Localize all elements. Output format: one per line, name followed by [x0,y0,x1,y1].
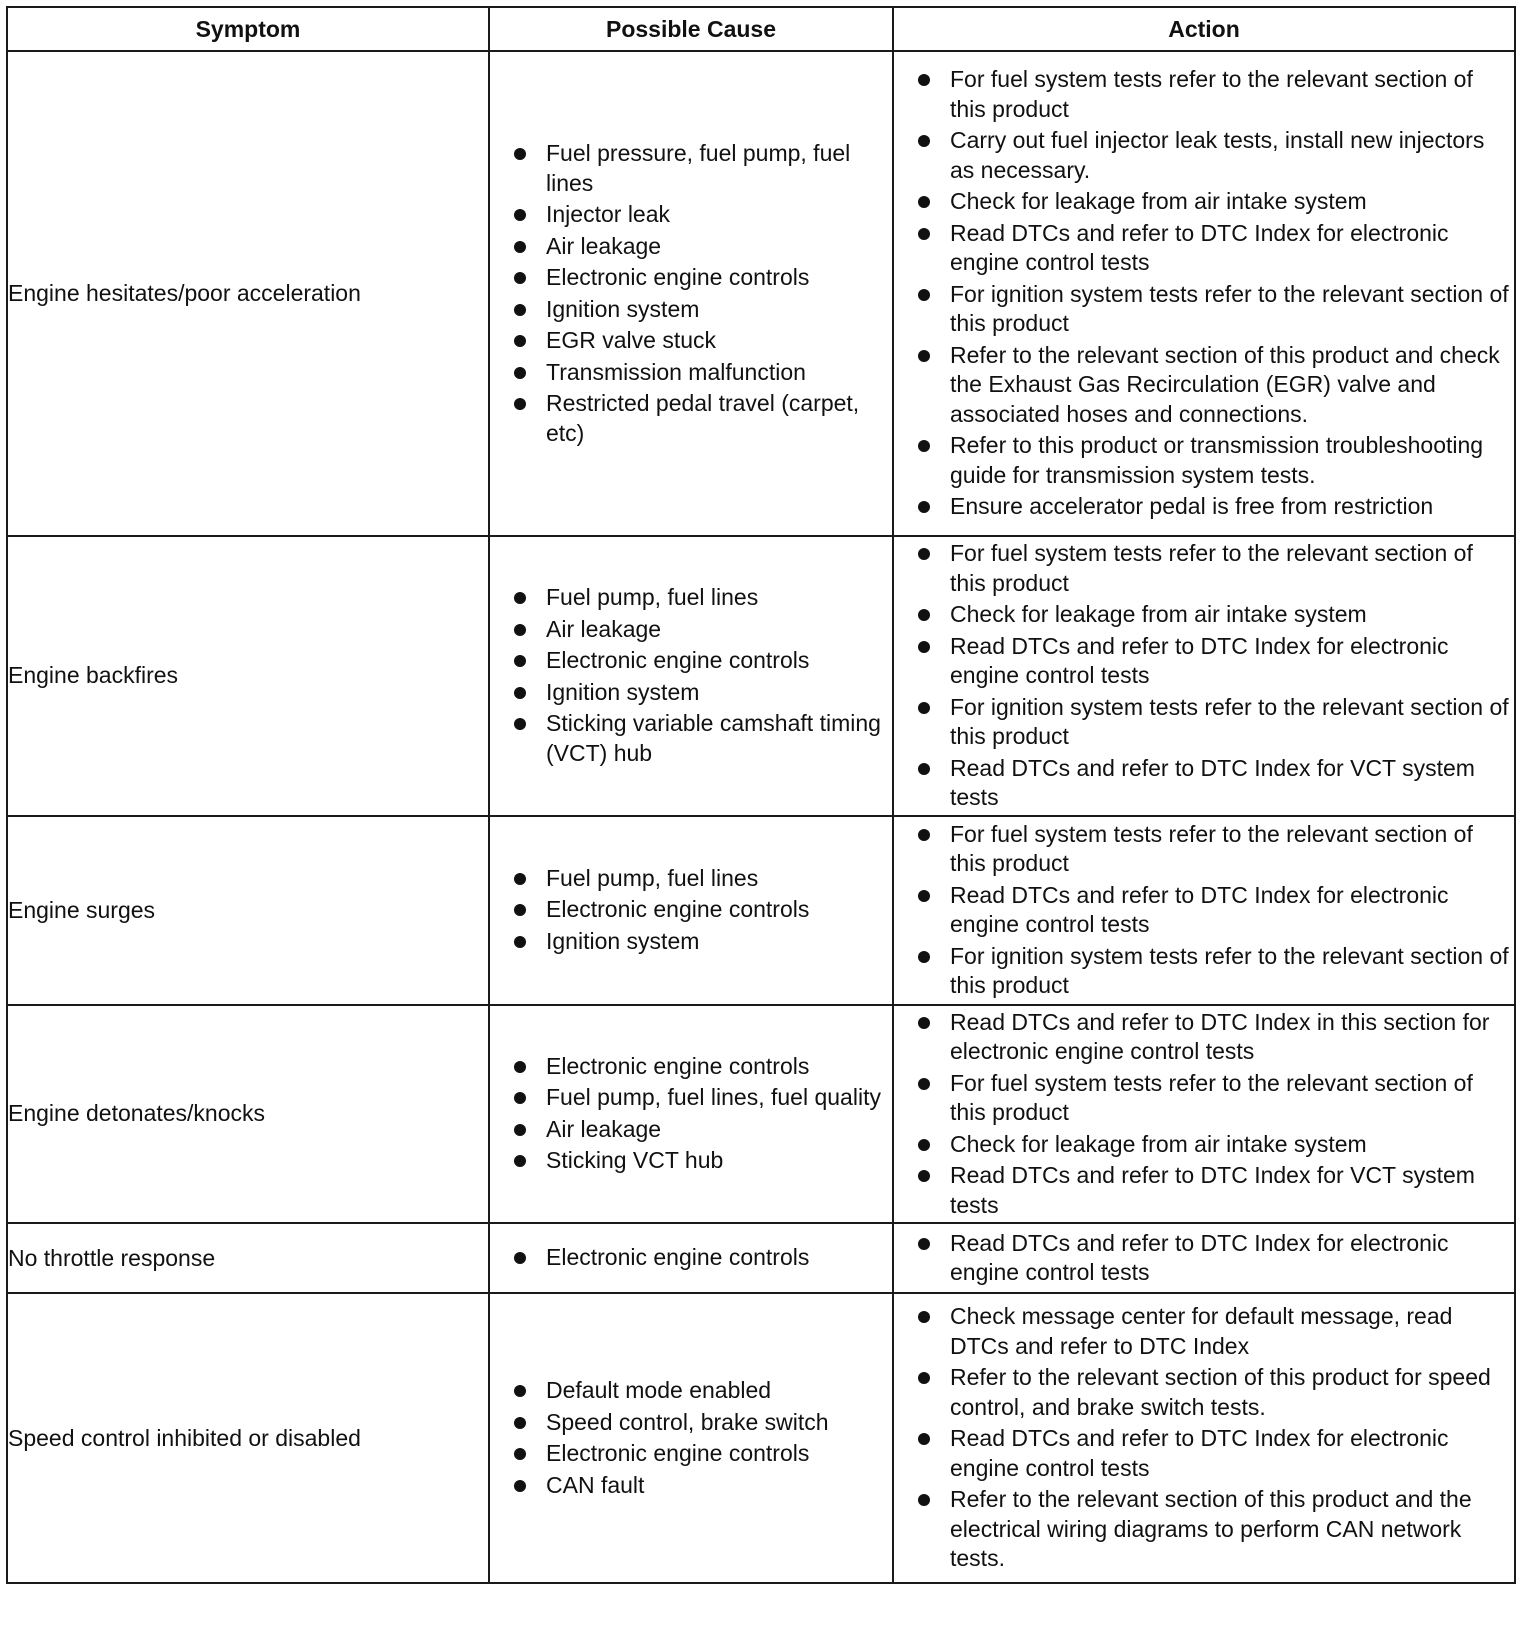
action-cell [893,1293,1515,1583]
cause-item: Ignition system [546,678,886,708]
action-list [894,63,1514,524]
action-item: Carry out fuel injector leak tests, install new injectors as necessary. [950,126,1510,185]
action-item: Check for leakage from air intake system [950,600,1510,630]
cause-cell [489,1293,893,1583]
action-list [894,1006,1514,1223]
symptom-table [6,6,1516,1584]
action-item: Read DTCs and refer to DTC Index for VCT system tests [950,754,1510,813]
table-row [7,1293,1515,1583]
action-item: Read DTCs and refer to DTC Index in this section for electronic engine control tests [950,1008,1510,1067]
cause-item: Electronic engine controls [546,263,886,293]
cause-cell [489,51,893,536]
cause-cell [489,536,893,816]
cause-item: Electronic engine controls [546,1439,886,1469]
action-list [894,818,1514,1003]
action-item: Refer to the relevant section of this product and the electrical wiring diagrams to perform CAN network tests. [950,1485,1510,1574]
cause-item: Electronic engine controls [546,895,886,925]
action-item: Check for leakage from air intake system [950,1130,1510,1160]
symptom-cell: Engine surges [7,816,489,1005]
action-item: For fuel system tests refer to the relevant section of this product [950,820,1510,879]
cause-item: Ignition system [546,295,886,325]
cause-item: Sticking VCT hub [546,1146,886,1176]
cause-item: Injector leak [546,200,886,230]
action-item: Read DTCs and refer to DTC Index for electronic engine control tests [950,219,1510,278]
table-row [7,1223,1515,1293]
cause-item: Air leakage [546,615,886,645]
action-item: Check message center for default message, read DTCs and refer to DTC Index [950,1302,1510,1361]
cause-item: Air leakage [546,1115,886,1145]
action-item: Refer to this product or transmission troubleshooting guide for transmission system tests. [950,431,1510,490]
cause-item: Fuel pressure, fuel pump, fuel lines [546,139,886,198]
action-item: Refer to the relevant section of this product and check the Exhaust Gas Recirculation (EGR) valve and associated hoses and connections. [950,341,1510,430]
cause-item: EGR valve stuck [546,326,886,356]
table-row [7,1005,1515,1224]
cause-item: CAN fault [546,1471,886,1501]
action-cell [893,816,1515,1005]
cause-list [490,860,892,961]
action-item: Refer to the relevant section of this product for speed control, and brake switch tests. [950,1363,1510,1422]
action-cell [893,536,1515,816]
cause-list [490,1048,892,1180]
action-item: Read DTCs and refer to DTC Index for VCT system tests [950,1161,1510,1220]
cause-item: Electronic engine controls [546,1052,886,1082]
action-item: Read DTCs and refer to DTC Index for electronic engine control tests [950,1229,1510,1288]
cause-item: Sticking variable camshaft timing (VCT) hub [546,709,886,768]
table-row [7,816,1515,1005]
action-item: Read DTCs and refer to DTC Index for electronic engine control tests [950,632,1510,691]
action-item: For fuel system tests refer to the relevant section of this product [950,1069,1510,1128]
cause-item: Electronic engine controls [546,646,886,676]
header-symptom: Symptom [7,7,489,51]
action-item: Read DTCs and refer to DTC Index for electronic engine control tests [950,881,1510,940]
action-item: For ignition system tests refer to the relevant section of this product [950,693,1510,752]
table-row [7,536,1515,816]
cause-list [490,579,892,772]
cause-cell [489,1223,893,1293]
action-item: Read DTCs and refer to DTC Index for electronic engine control tests [950,1424,1510,1483]
action-item: Ensure accelerator pedal is free from restriction [950,492,1510,522]
table-row [7,51,1515,536]
header-row [7,7,1515,51]
cause-cell [489,1005,893,1224]
action-item: For fuel system tests refer to the relevant section of this product [950,539,1510,598]
symptom-cell: Engine hesitates/poor acceleration [7,51,489,536]
cause-list [490,135,892,452]
cause-item: Electronic engine controls [546,1243,886,1273]
action-item: Check for leakage from air intake system [950,187,1510,217]
action-item: For ignition system tests refer to the relevant section of this product [950,942,1510,1001]
symptom-cell: Engine backfires [7,536,489,816]
action-list [894,1300,1514,1576]
action-cell [893,1223,1515,1293]
action-list [894,537,1514,815]
cause-list [490,1239,892,1277]
cause-cell [489,816,893,1005]
cause-item: Ignition system [546,927,886,957]
cause-item: Transmission malfunction [546,358,886,388]
diagnostic-page [6,6,1516,1584]
cause-item: Fuel pump, fuel lines [546,583,886,613]
action-cell [893,51,1515,536]
cause-list [490,1372,892,1504]
action-item: For fuel system tests refer to the relevant section of this product [950,65,1510,124]
cause-item: Speed control, brake switch [546,1408,886,1438]
action-item: For ignition system tests refer to the relevant section of this product [950,280,1510,339]
symptom-cell: Speed control inhibited or disabled [7,1293,489,1583]
cause-item: Restricted pedal travel (carpet, etc) [546,389,886,448]
header-action: Action [893,7,1515,51]
header-possible-cause: Possible Cause [489,7,893,51]
cause-item: Fuel pump, fuel lines [546,864,886,894]
cause-item: Fuel pump, fuel lines, fuel quality [546,1083,886,1113]
action-cell [893,1005,1515,1224]
symptom-cell: No throttle response [7,1223,489,1293]
action-list [894,1227,1514,1290]
cause-item: Default mode enabled [546,1376,886,1406]
cause-item: Air leakage [546,232,886,262]
symptom-cell: Engine detonates/knocks [7,1005,489,1224]
